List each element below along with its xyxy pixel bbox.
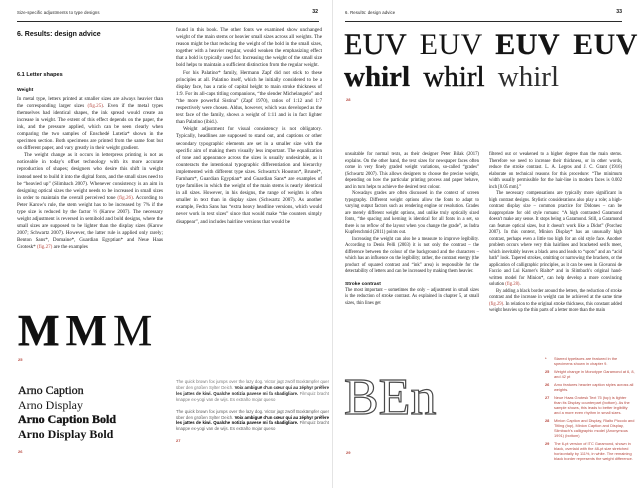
chapter-heading: 6. Results: design advice (17, 31, 101, 38)
paragraph: In metal type, letters printed at smaller sizes are always heavier than the corresponding larger sizes (fig.25). Even if the metal types themselves had identical shapes, the ink spread would create an increase in weight. The extent of this effect depends on the paper, the ink, and the pressure applied, which can be seen clearly when comparing the two samples of Enschedé Lutetia* shown in the specimen section. Both specimens are printed from the same font but on different paper, and vary greatly in their weight gradient. (17, 95, 163, 152)
specimen-letter-m-heavy: M (18, 306, 66, 355)
paragraph: Nowadays grades are often discussed in the context of screen typography. Different weight options allow the fonts to adapt to varying output factors such as rendering engine or resolution. Grades are merely different weight options, and unlike truly optically sized fonts, “the spacing and kerning is identical for all fonts in a set, so there is no reflow of the layout when you change the grade”, as Indra Kupferschmid (2011) points out. (345, 191, 479, 235)
arno-display-bold-line: Arno Display Bold (18, 426, 114, 441)
whirl-line (344, 61, 638, 94)
paragraph: For his Palatino* family, Hermann Zapf did not stick to these principles at all. Palatino itself, which he initially considered to be a display face, has a ratio of capital height to main stroke thickness of 1:9. For its all-caps titling companions, “the slender Michelangelo” and “the more powerful Sistina” (Zapf 1970), ratios of 1:12 and 1:7 respectively were chosen. Aldus, however, which was developed as the text face of the family, shows a weight of 1:11 and is in fact lighter than Palatino (ibid.). (176, 69, 322, 126)
fox-text-bold: Voix ambiguë d'un cœur qui au zéphyr préfère les jattes de kiwi. Qualche notizia pavese mi fa sbadigliare. (176, 414, 329, 426)
fox-text-start: The quick brown fox jumps over the lazy dog. Victor jagt zwölf Boxkämpfer quer über den großen Sylter Deich. (176, 408, 329, 420)
figure-arno-specimen (18, 383, 116, 460)
arno-display-line: Arno Display (18, 397, 83, 412)
specimen-letter-m-medium: M (65, 306, 114, 355)
figure-number-27: 27 (176, 438, 181, 444)
right-running-head: 6. Results: design advice (345, 10, 396, 15)
figure-reference: (fig.28) (505, 282, 520, 287)
euv-word-2: EUV (419, 28, 483, 61)
right-page-number: 33 (616, 8, 622, 15)
arno-caption-bold-line: Arno Caption Bold (18, 412, 117, 427)
margin-footnotes (545, 356, 635, 464)
left-header-rule (17, 21, 319, 22)
section-heading: 6.1 Letter shapes (17, 72, 63, 78)
left-column-1 (17, 72, 163, 252)
figure-number-25: 25 (18, 357, 23, 362)
figure-number-28: 28 (346, 97, 351, 102)
figure-ben-outline-specimen: BEn (344, 369, 437, 426)
specimen-letter-m-light: M (113, 306, 159, 355)
fox-sample-display-weight (176, 409, 329, 433)
footnote-29 (545, 441, 635, 461)
whirl-word-3: whirl (497, 61, 559, 93)
figure-number-26: 26 (18, 449, 23, 455)
footnote-28 (545, 418, 635, 438)
footnote-27 (545, 395, 635, 415)
figure-euv-specimen (344, 28, 638, 94)
figure-reference: (fig.26) (117, 194, 133, 201)
footnote-text: The 6-pt version of ITC Garamond, shown in black, overlaid with the 48-pt size stretched horizontally by 111%, in white. The remaining black border represents the weight difference. (554, 441, 633, 461)
whirl-word-2: whirl (423, 61, 485, 93)
paragraph: The most important – sometimes the only – adjustment in small sizes is the reduction of stroke contrast. As explained in chapter 5, at small sizes, thin lines get (345, 287, 479, 306)
footnote-marker: 26 (545, 382, 550, 387)
paragraph: found in this book. The other fonts we examined show unchanged weight of the main stems or heavier small sizes across all weights. The reason might be that reducing the weight of the bold in the small sizes, together with a heavier regular, would weaken the emphasizing effect that a bold is typically used for. Increasing the weight of the small size bold helps to maintain a sufficient distinction from the regular weight. (176, 27, 322, 69)
fox-text-end: Filmquiz bracht knappe ex-yogi van de wijs. Es extraño mojar queso (176, 420, 330, 432)
footnote-marker: 27 (545, 395, 550, 400)
right-column-1 (345, 152, 479, 307)
footnote-marker: * (545, 356, 547, 361)
figure-reference: (fig.25) (87, 102, 103, 109)
paragraph: By adding a black border around the letters, the reduction of stroke contrast and the increase in weight can be achieved at the same time (fig.29). In relation to the original stroke thickness, this constant added weight heavies up the thin parts of a letter more than the main (489, 288, 622, 313)
footnote-text: Weight change in Monotype Garamond at 6, 8, and 42 pt (554, 369, 635, 379)
paragraph: The weight change as it occurs in letterpress printing is not as noticeable in today's offset technology with its more accurate reproduction of shapes; designers who desire this shift in weight instead need to build it into the digital fonts, and the small sizes need to be “heavied up” (Slimbach 2007). Whenever consistency is an aim in designing optical sizes the weight needs to be increased in small sizes in order to maintain the overall perceived tone (fig.26). According to Peter Karow's rule, the stem weight has to be increased by 7% if the type size is reduced by the factor ½ (Karow 2007). The necessary weight adjustment is reversed in semibold and bold designs, where the small sizes are supposed to be lighter than the display sizes (Karow 2007; Schwartz 2007). However, the latter rule is applied only rarely; Benton Sans*, Domaine*, Guardian Egyptian* and Neue Haas Grotesk* (fig.27) are the examples (17, 152, 163, 251)
footnote-star (545, 356, 635, 366)
figure-reference: (fig.27) (36, 244, 53, 251)
fox-text-start: The quick brown fox jumps over the lazy dog. Victor jagt zwölf Boxkämpfer quer über den großen Sylter Deich. (176, 379, 329, 390)
fox-sample-text-weight (176, 379, 329, 403)
figure-fox-sample (176, 379, 329, 444)
footnote-marker: 29 (545, 441, 550, 446)
figure-mmm-specimen (18, 308, 158, 354)
footnote-text: Minion Caption and Display, Rialto Piccolo and Titling (top), Minion Caption and Display, Slimbach's calligraphic model (Anonymous 1991) (bottom) (554, 418, 635, 438)
right-column-2 (489, 152, 622, 315)
whirl-word-1: whirl (344, 61, 411, 93)
euv-line (344, 28, 638, 61)
footnote-text: Starred typefaces are featured in the specimens shown in chapter 9. (554, 356, 618, 366)
arno-caption-line: Arno Caption (18, 383, 84, 397)
euv-word-1: EUV (344, 28, 407, 61)
footnote-25 (545, 369, 635, 379)
footnote-26 (545, 382, 635, 392)
fox-text-bold: Voix ambiguë d'un cœur qui au zéphyr préfère les jattes de kiwi. Qualche notizia pavese mi fa sbadigliare. (176, 384, 329, 396)
footnote-text: Arno features heavier caption styles across all weights. (554, 382, 634, 392)
left-running-head: Size-specific adjustments to type designs (17, 10, 100, 15)
paragraph: The necessary compensations are typically more significant in high contrast designs. Stylistic considerations also play a role; a high-contrast display size – common practice for Didones – can be inappropriate for old style romans: “A high contrasted Garamond doesn't make any sense. It stops being a Garamond. Still, a Garamond can feature optical sizes, but it doesn't work like a Didot” (Porchez 2007). In this context, Minion Display* has an unusually high contrast, perhaps even a little too high for an old style face. Another problem occurs where very thin hairlines and bracketed serifs meet, which inevitably leaves a black area and leads to “spots” and an “acid bath” look. Tapered strokes, omitting or narrowing the brackets, or the application of calligraphic principles, as it can be seen in Giovanni de Faccio and Lui Karner's Rialto* and in Slimbach's original hand-written model for Minion*, can help develop a more convincing solution (fig.28). (489, 191, 622, 287)
stroke-contrast-heading: Stroke contrast (345, 281, 381, 287)
paragraph: filtered out or weakened to a higher degree than the main stems. Therefore we need to increase their thickness, or in other words, reduce the stroke contrast. L. A. Legros and J. C. Grant (1916) elaborate on technical reasons for this procedure: “The minimum width usually permissible for the hair-line in modern faces is 0.002 inch [0.05 mm].” (489, 152, 622, 190)
footnote-marker: 25 (545, 369, 550, 374)
paragraph: Increasing the weight can also be a measure to improve legibility. According to Denis Pelli (2003) it is not only the contrast – the difference between the colour of the background and the characters – which has an influence on the legibility; rather, the contrast energy (the product of squared contrast and “ink” area) is responsible for the detectability of letters and can be increased by making them heavier. (345, 236, 479, 274)
weight-heading: Weight (17, 88, 34, 93)
footnote-text: Neue Haas Grotesk Text 75 (top) is lighter than its Display counterpart (bottom). As the sample shows, this leads to better legibility and a more even rhythm in small sizes. (554, 395, 630, 415)
euv-word-4: EUV (573, 28, 638, 61)
figure-reference: (fig.29) (489, 301, 504, 307)
left-column-2 (176, 27, 322, 226)
paragraph: Weight adjustment for visual consistency is not obligatory. Typically, headlines are supposed to stand out, and captions or other secondary typographic elements are set in a smaller size with the specific aim of making them visually less important. The equalization of tone and appearance across the sizes is usually undesirable, as it counteracts the intentional typographic differentiation and hierarchy implemented with different type sizes. Schwartz's Houston*, Brunel*, Farnham*, Guardian Egyptian* and Guardian Sans* are examples of type families in which the weight of the main stems is nearly identical in all sizes. However, in his designs, the range of weights is often smaller in text than in display sizes (Schwartz 2007). As another example, Fedra Sans has “extra heavy headline versions, which would never work in text sizes” since that would make “the counters simply disappear”, and includes hairline versions that would be (176, 126, 322, 225)
euv-word-3: EUV (495, 28, 561, 61)
page-gutter (332, 0, 333, 488)
left-page-number: 32 (312, 8, 318, 15)
fox-text-end: Filmquiz bracht knappe ex-yogi van de wijs. Es extraño mojar queso (176, 390, 330, 402)
footnote-marker: 28 (545, 418, 550, 423)
figure-number-29: 29 (346, 450, 351, 455)
right-header-rule (345, 21, 622, 22)
paragraph: unsuitable for normal texts, as their designer Peter Bilak (2017) explains. On the other hand, the text sizes for newspaper faces often come in very finely graded weight variations, so-called “grades” (Schwartz 2007). This allows designers to choose the precise weight, depending on how the particular printing process and paper behave, and in turn helps to achieve the desired text colour. (345, 152, 479, 190)
